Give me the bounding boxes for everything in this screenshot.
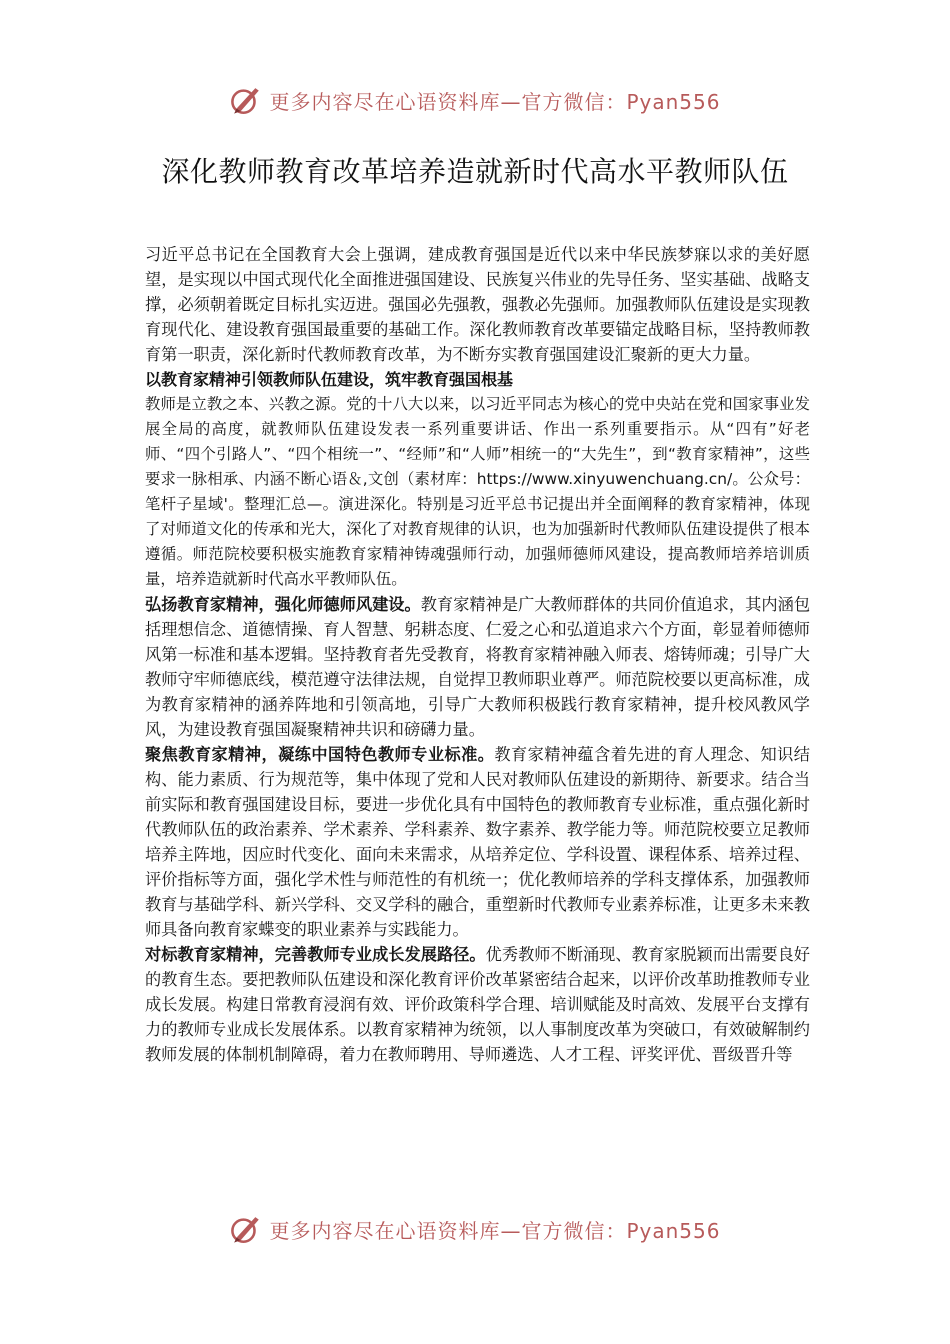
article-body — [145, 242, 810, 1067]
paragraph-professional-standards — [145, 742, 810, 942]
paragraph-body: 教育家精神是广大教师群体的共同价值追求，其内涵包括理想信念、道德情操、育人智慧、躬耕态度、仁爱之心和弘道追求六个方面，彰显着师德师风第一标准和基本逻辑。坚持教育者先受教育，将教育家精神融入师表、熔铸师魂；引导广大教师守牢师德底线，模范遵守法律法规，自觉捍卫教师职业尊严。师范院校要以更高标准，成为教育家精神的涵养阵地和引领高地，引导广大教师积极践行教育家精神，提升校风教风学风，为建设教育强国凝聚精神共识和磅礴力量。 — [145, 595, 811, 739]
intro-paragraph: 习近平总书记在全国教育大会上强调，建成教育强国是近代以来中华民族梦寐以求的美好愿望，是实现以中国式现代化全面推进强国建设、民族复兴伟业的先导任务、坚实基础、战略支撑，必须朝着既定目标扎实迈进。强国必先强教，强教必先强师。加强教师队伍建设是实现教育现代化、建设教育强国最重要的基础工作。深化教师教育改革要锚定战略目标，坚持教师教育第一职责，深化新时代教师教育改革，为不断夯实教育强国建设汇聚新的更大力量。 — [145, 245, 810, 364]
paragraph-lead: 聚焦教育家精神，凝练中国特色教师专业标准。 — [145, 745, 495, 764]
watermark-text: 更多内容尽在心语资料库—官方微信：Pyan556 — [269, 1218, 721, 1243]
brush-pen-icon — [229, 83, 263, 117]
paragraph-body: 教育家精神蕴含着先进的育人理念、知识结构、能力素质、行为规范等，集中体现了党和人民对教师队伍建设的新期待、新要求。结合当前实际和教育强国建设目标，要进一步优化具有中国特色的教师教育专业标准，重点强化新时代教师队伍的政治素养、学术素养、学科素养、数字素养、教学能力等。师范院校要立足教师培养主阵地，因应时代变化、面向未来需求，从培养定位、学科设置、课程体系、培养过程、评价指标等方面，强化学术性与师范性的有机统一；优化教师培养的学科支撑体系，加强教师教育与基础学科、新兴学科、交叉学科的融合，重塑新时代教师专业素养标准，让更多未来教师具备向教育家蝶变的职业素养与实践能力。 — [145, 745, 810, 939]
section-heading: 以教育家精神引领教师队伍建设，筑牢教育强国根基 — [145, 370, 514, 389]
page-title: 深化教师教育改革培养造就新时代高水平教师队伍 — [161, 155, 789, 188]
footer-watermark-banner — [0, 1209, 950, 1249]
paragraph-lead: 对标教育家精神，完善教师专业成长发展路径。 — [145, 945, 486, 964]
paragraph-body: 优秀教师不断涌现、教育家脱颖而出需要良好的教育生态。要把教师队伍建设和深化教育评价改革紧密结合起来，以评价改革助推教师专业成长发展。构建日常教育浸润有效、评价政策科学合理、培训赋能及时高效、发展平台支撑有力的教师专业成长发展体系。以教育家精神为统领，以人事制度改革为突破口，有效破解制约教师发展的体制机制障碍，着力在教师聘用、导师遴选、人才工程、评奖评优、晋级晋升等 — [145, 945, 810, 1064]
watermark-text: 更多内容尽在心语资料库—官方微信：Pyan556 — [269, 89, 721, 114]
paragraph-growth-path — [145, 942, 810, 1067]
paragraph-lead: 弘扬教育家精神，强化师德师风建设。 — [145, 595, 421, 614]
paragraph-teacher-ethics — [145, 592, 810, 742]
section-paragraph: 教师是立教之本、兴教之源。党的十八大以来，以习近平同志为核心的党中央站在党和国家事业发展全局的高度，就教师队伍建设发表一系列重要讲话、作出一系列重要指示。从“四有”好老师、“四个引路人”、“四个相统一”、“经师”和“人师”相统一的“大先生”，到“教育家精神”，这些要求一脉相承、内涵不断心语＆,文创（素材库：https://www.xinyuwenchuang.cn/。公众号：笔杆子星域'。整理汇总—。演进深化。特别是习近平总书记提出并全面阐释的教育家精神，体现了对师道文化的传承和光大，深化了对教育规律的认识，也为加强新时代教师队伍建设提供了根本遵循。师范院校要积极实施教育家精神铸魂强师行动，加强师德师风建设，提高教师培养培训质量，培养造就新时代高水平教师队伍。 — [145, 395, 810, 588]
header-watermark-banner — [0, 80, 950, 120]
brush-pen-icon — [229, 1212, 263, 1246]
